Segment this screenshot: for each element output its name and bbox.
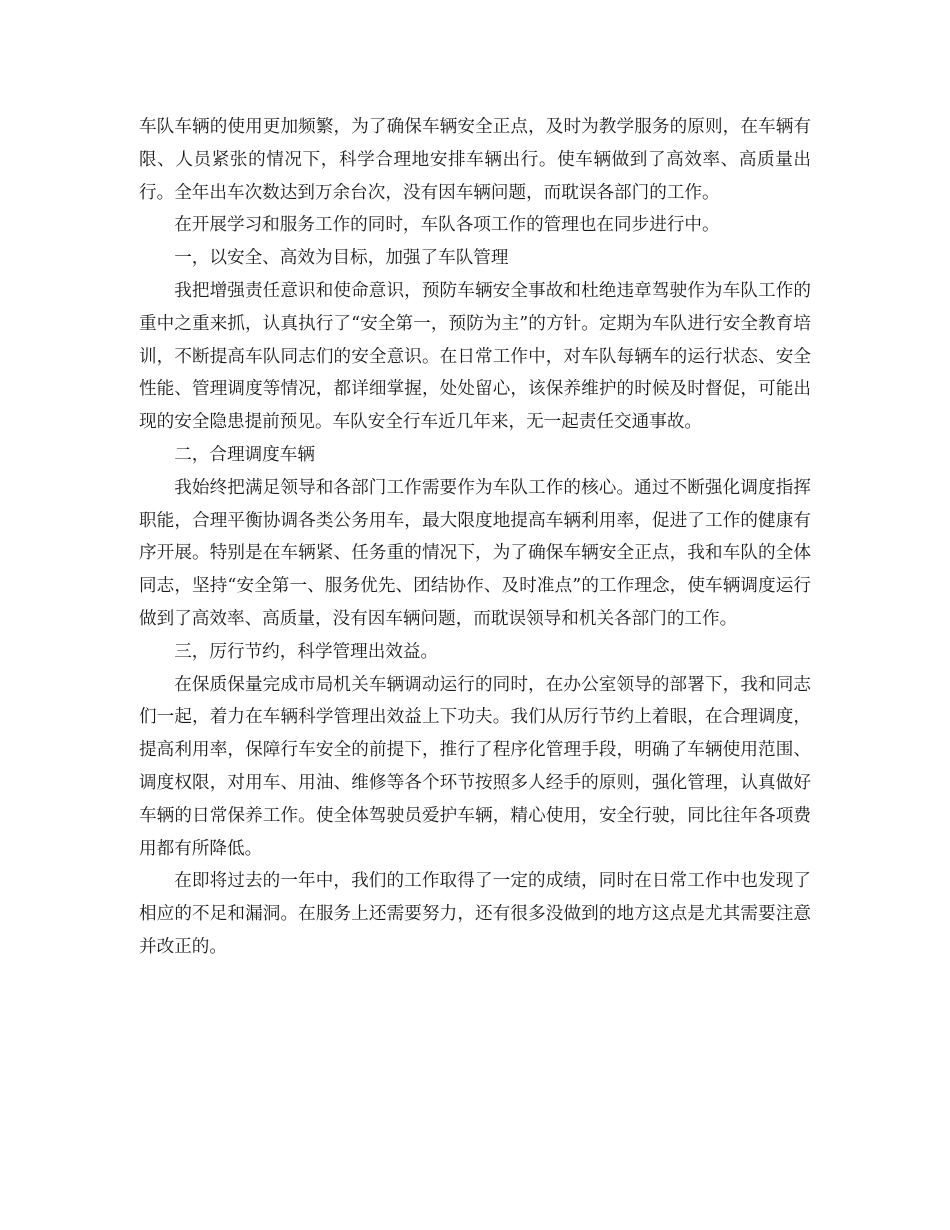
paragraph-6: 在即将过去的一年中，我们的工作取得了一定的成绩，同时在日常工作中也发现了相应的不足和漏洞。在服务上还需要努力，还有很多没做到的地方这点是尤其需要注意并改正的。 xyxy=(139,871,811,957)
paragraph-1: 车队车辆的使用更加频繁，为了确保车辆安全正点，及时为教学服务的原则，在车辆有限、人员紧张的情况下，科学合理地安排车辆出行。使车辆做到了高效率、高质量出行。全年出车次数达到万余台次，没有因车辆问题，而耽误各部门的工作。 xyxy=(139,117,811,203)
paragraph-2: 在开展学习和服务工作的同时，车队各项工作的管理也在同步进行中。 xyxy=(174,215,720,236)
document-body xyxy=(139,111,811,964)
paragraph-3: 我把增强责任意识和使命意识，预防车辆安全事故和杜绝违章驾驶作为车队工作的重中之重来抓，认真执行了“安全第一，预防为主”的方针。定期为车队进行安全教育培训，不断提高车队同志们的安全意识。在日常工作中，对车队每辆车的运行状态、安全性能、管理调度等情况，都详细掌握，处处留心，该保养维护的时候及时督促，可能出现的安全隐患提前预见。车队安全行车近几年来，无一起责任交通事故。 xyxy=(139,280,811,433)
section-heading-3: 三，厉行节约，科学管理出效益。 xyxy=(174,641,439,662)
paragraph-5: 在保质保量完成市局机关车辆调动运行的同时，在办公室领导的部署下，我和同志们一起，着力在车辆科学管理出效益上下功夫。我们从厉行节约上着眼，在合理调度，提高利用率，保障行车安全的前提下，推行了程序化管理手段，明确了车辆使用范围、调度权限，对用车、用油、维修等各个环节按照多人经手的原则，强化管理，认真做好车辆的日常保养工作。使全体驾驶员爱护车辆，精心使用，安全行驶，同比往年各项费用都有所降低。 xyxy=(139,674,811,859)
section-heading-1: 一，以安全、高效为目标，加强了车队管理 xyxy=(174,248,509,269)
section-heading-2: 二，合理调度车辆 xyxy=(174,444,315,465)
paragraph-4: 我始终把满足领导和各部门工作需要作为车队工作的核心。通过不断强化调度指挥职能，合理平衡协调各类公务用车，最大限度地提高车辆利用率，促进了工作的健康有序开展。特别是在车辆紧、任务重的情况下，为了确保车辆安全正点，我和车队的全体同志，坚持“安全第一、服务优先、团结协作、及时准点”的工作理念，使车辆调度运行做到了高效率、高质量，没有因车辆问题，而耽误领导和机关各部门的工作。 xyxy=(139,477,811,629)
